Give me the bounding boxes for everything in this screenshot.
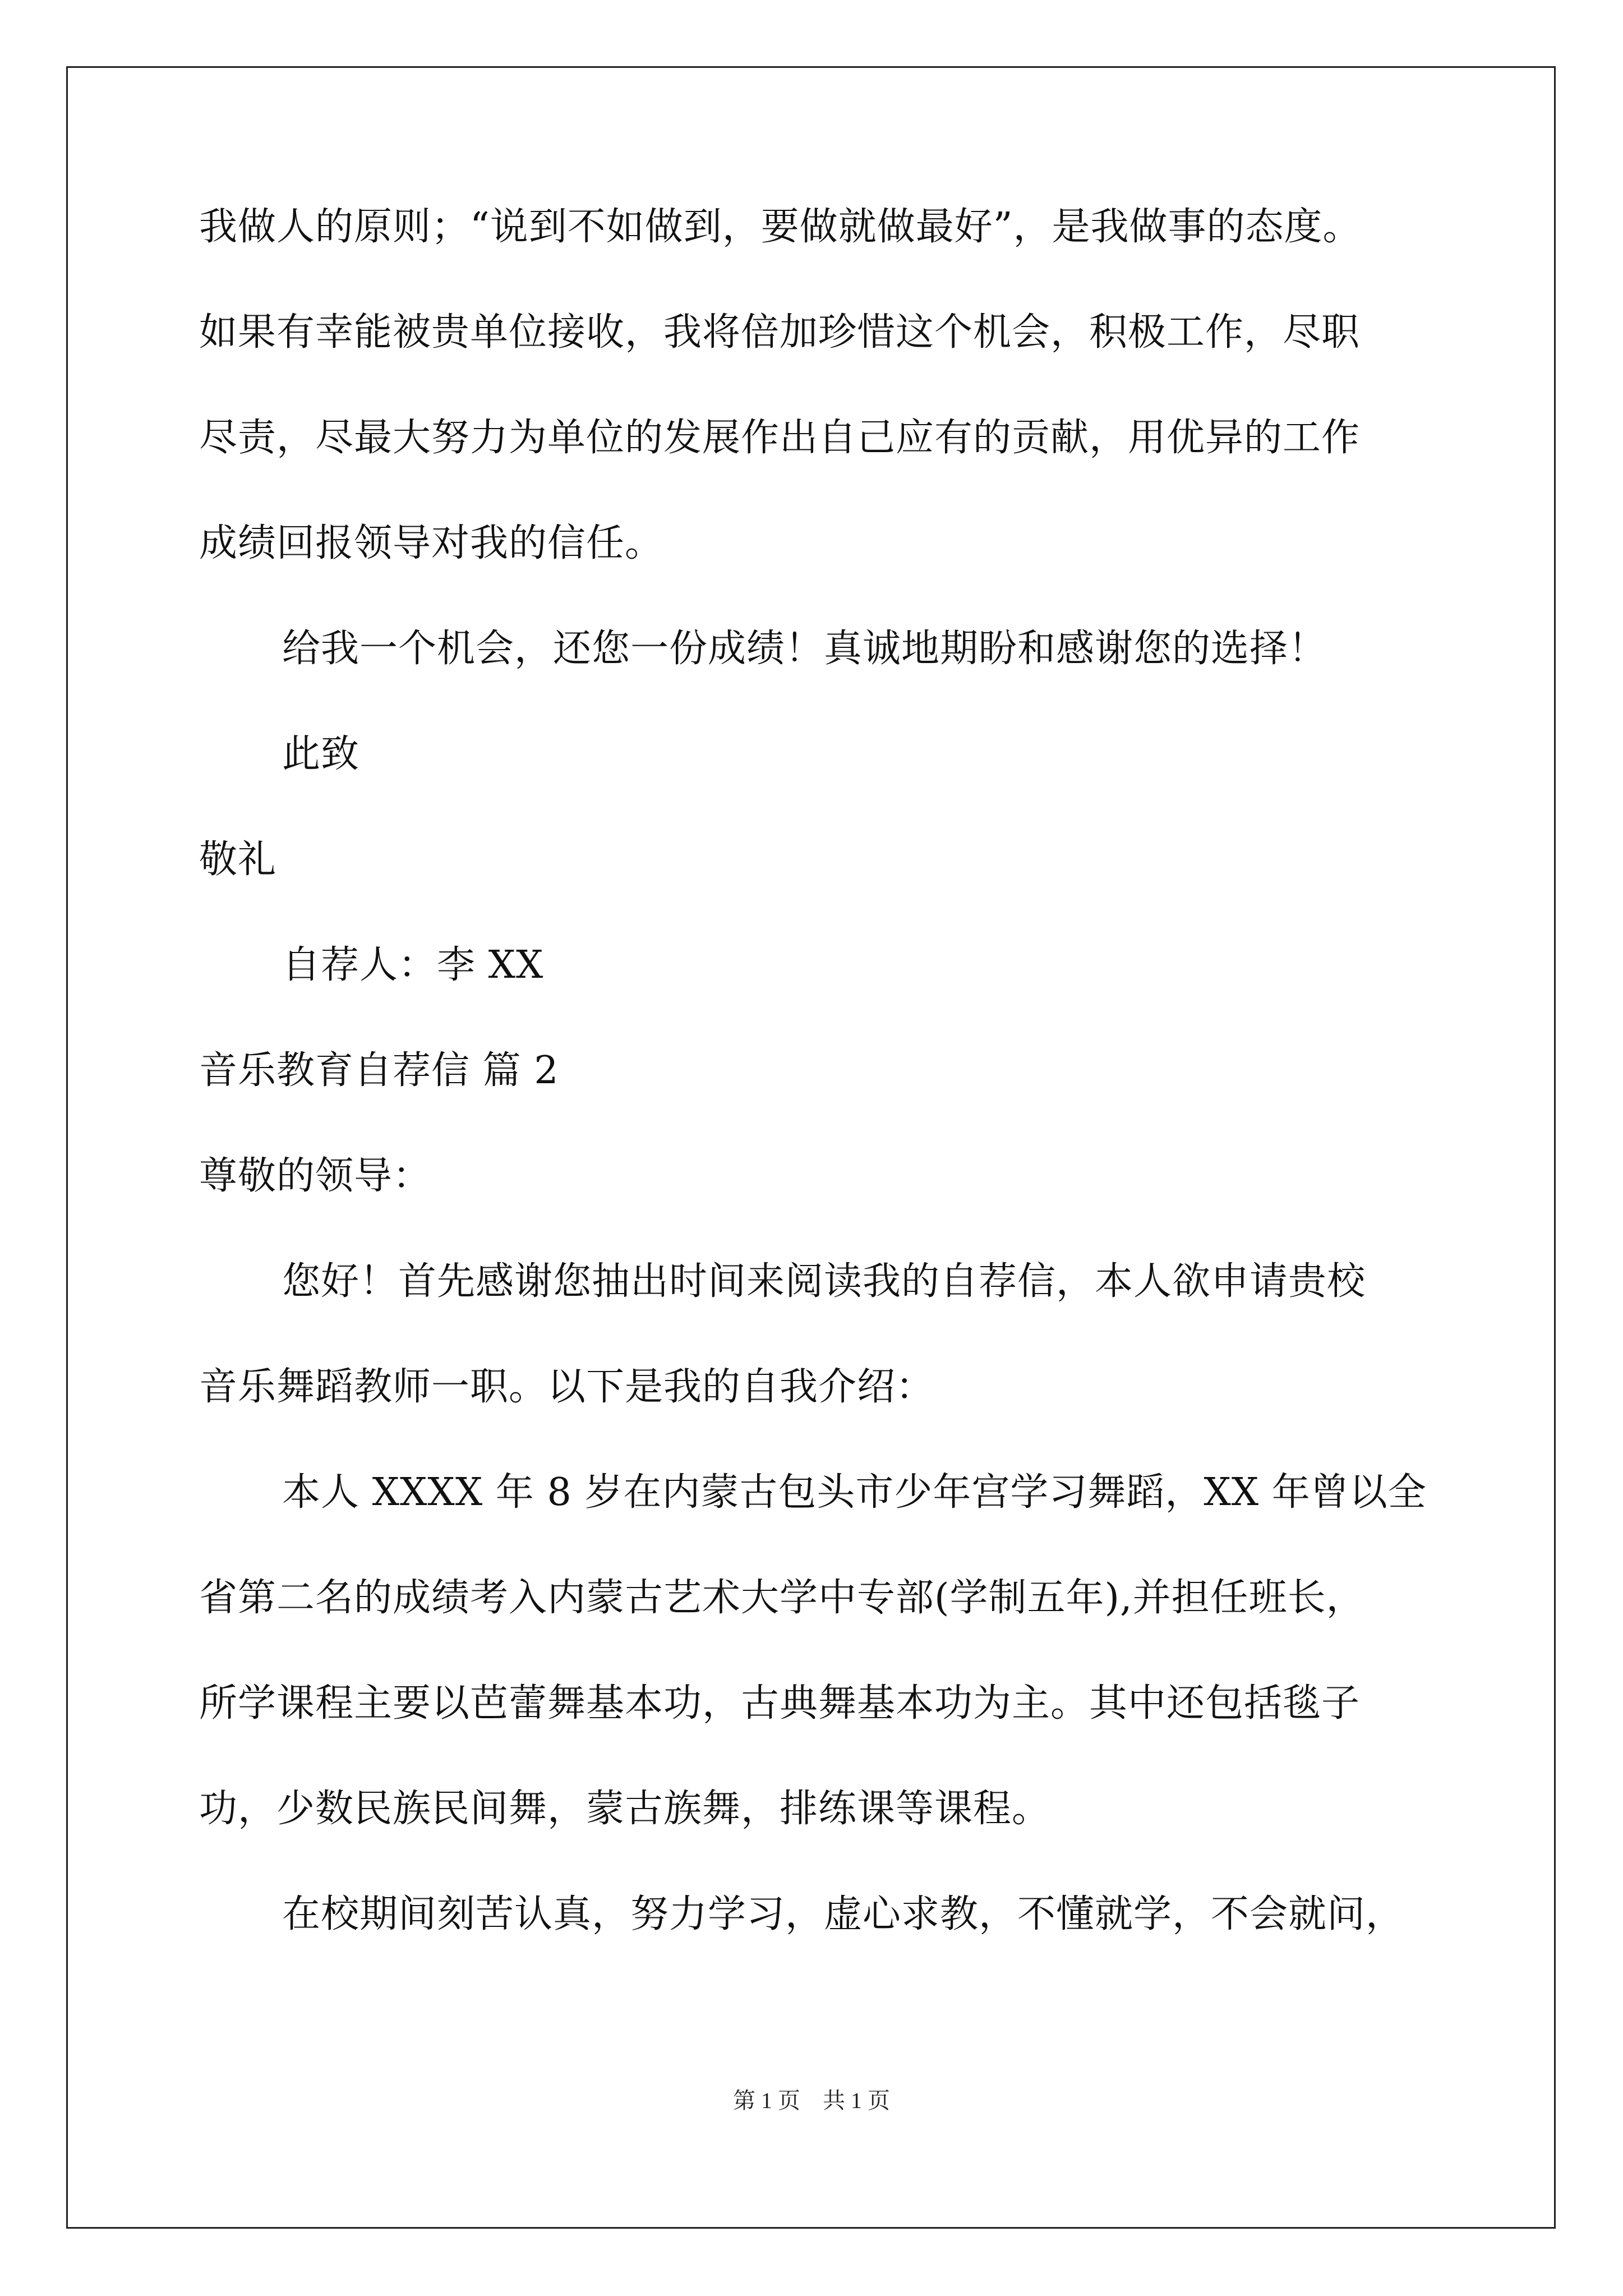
signature-line: 自荐人：李 XX [282,943,544,987]
text-line-5: 给我一个机会，还您一份成绩！真诚地期盼和感谢您的选择！ [282,627,1327,671]
text-line-1: 我做人的原则；“说到不如做到，要做就做最好”，是我做事的态度。 [199,205,1362,249]
salutation-jingli: 敬礼 [199,838,277,882]
text-line-11: 您好！首先感谢您抽出时间来阅读我的自荐信，本人欲申请贵校 [282,1259,1366,1304]
page-footer: 第 1 页 共 1 页 [733,2088,890,2113]
text-line-16: 功，少数民族民间舞，蒙古族舞，排练课等课程。 [199,1787,1051,1831]
text-line-13: 本人 XXXX 年 8 岁在内蒙古包头市少年宫学习舞蹈，XX 年曾以全 [282,1470,1427,1515]
text-line-2: 如果有幸能被贵单位接收，我将倍加珍惜这个机会，积极工作，尽职 [199,310,1361,355]
text-line-15: 所学课程主要以芭蕾舞基本功，古典舞基本功为主。其中还包括毯子 [199,1681,1361,1726]
text-line-14: 省第二名的成绩考入内蒙古艺术大学中专部(学制五年),并担任班长， [199,1576,1365,1620]
text-line-17: 在校期间刻苦认真，努力学习，虚心求教，不懂就学，不会就问， [282,1892,1405,1936]
text-line-3: 尽责，尽最大努力为单位的发展作出自己应有的贡献，用优异的工作 [199,416,1361,460]
greeting-line: 尊敬的领导： [199,1154,432,1198]
section-heading: 音乐教育自荐信 篇 2 [199,1048,559,1093]
text-line-12: 音乐舞蹈教师一职。以下是我的自我介绍： [199,1365,935,1409]
text-line-4: 成绩回报领导对我的信任。 [199,521,664,565]
salutation-cizhi: 此致 [282,732,360,776]
